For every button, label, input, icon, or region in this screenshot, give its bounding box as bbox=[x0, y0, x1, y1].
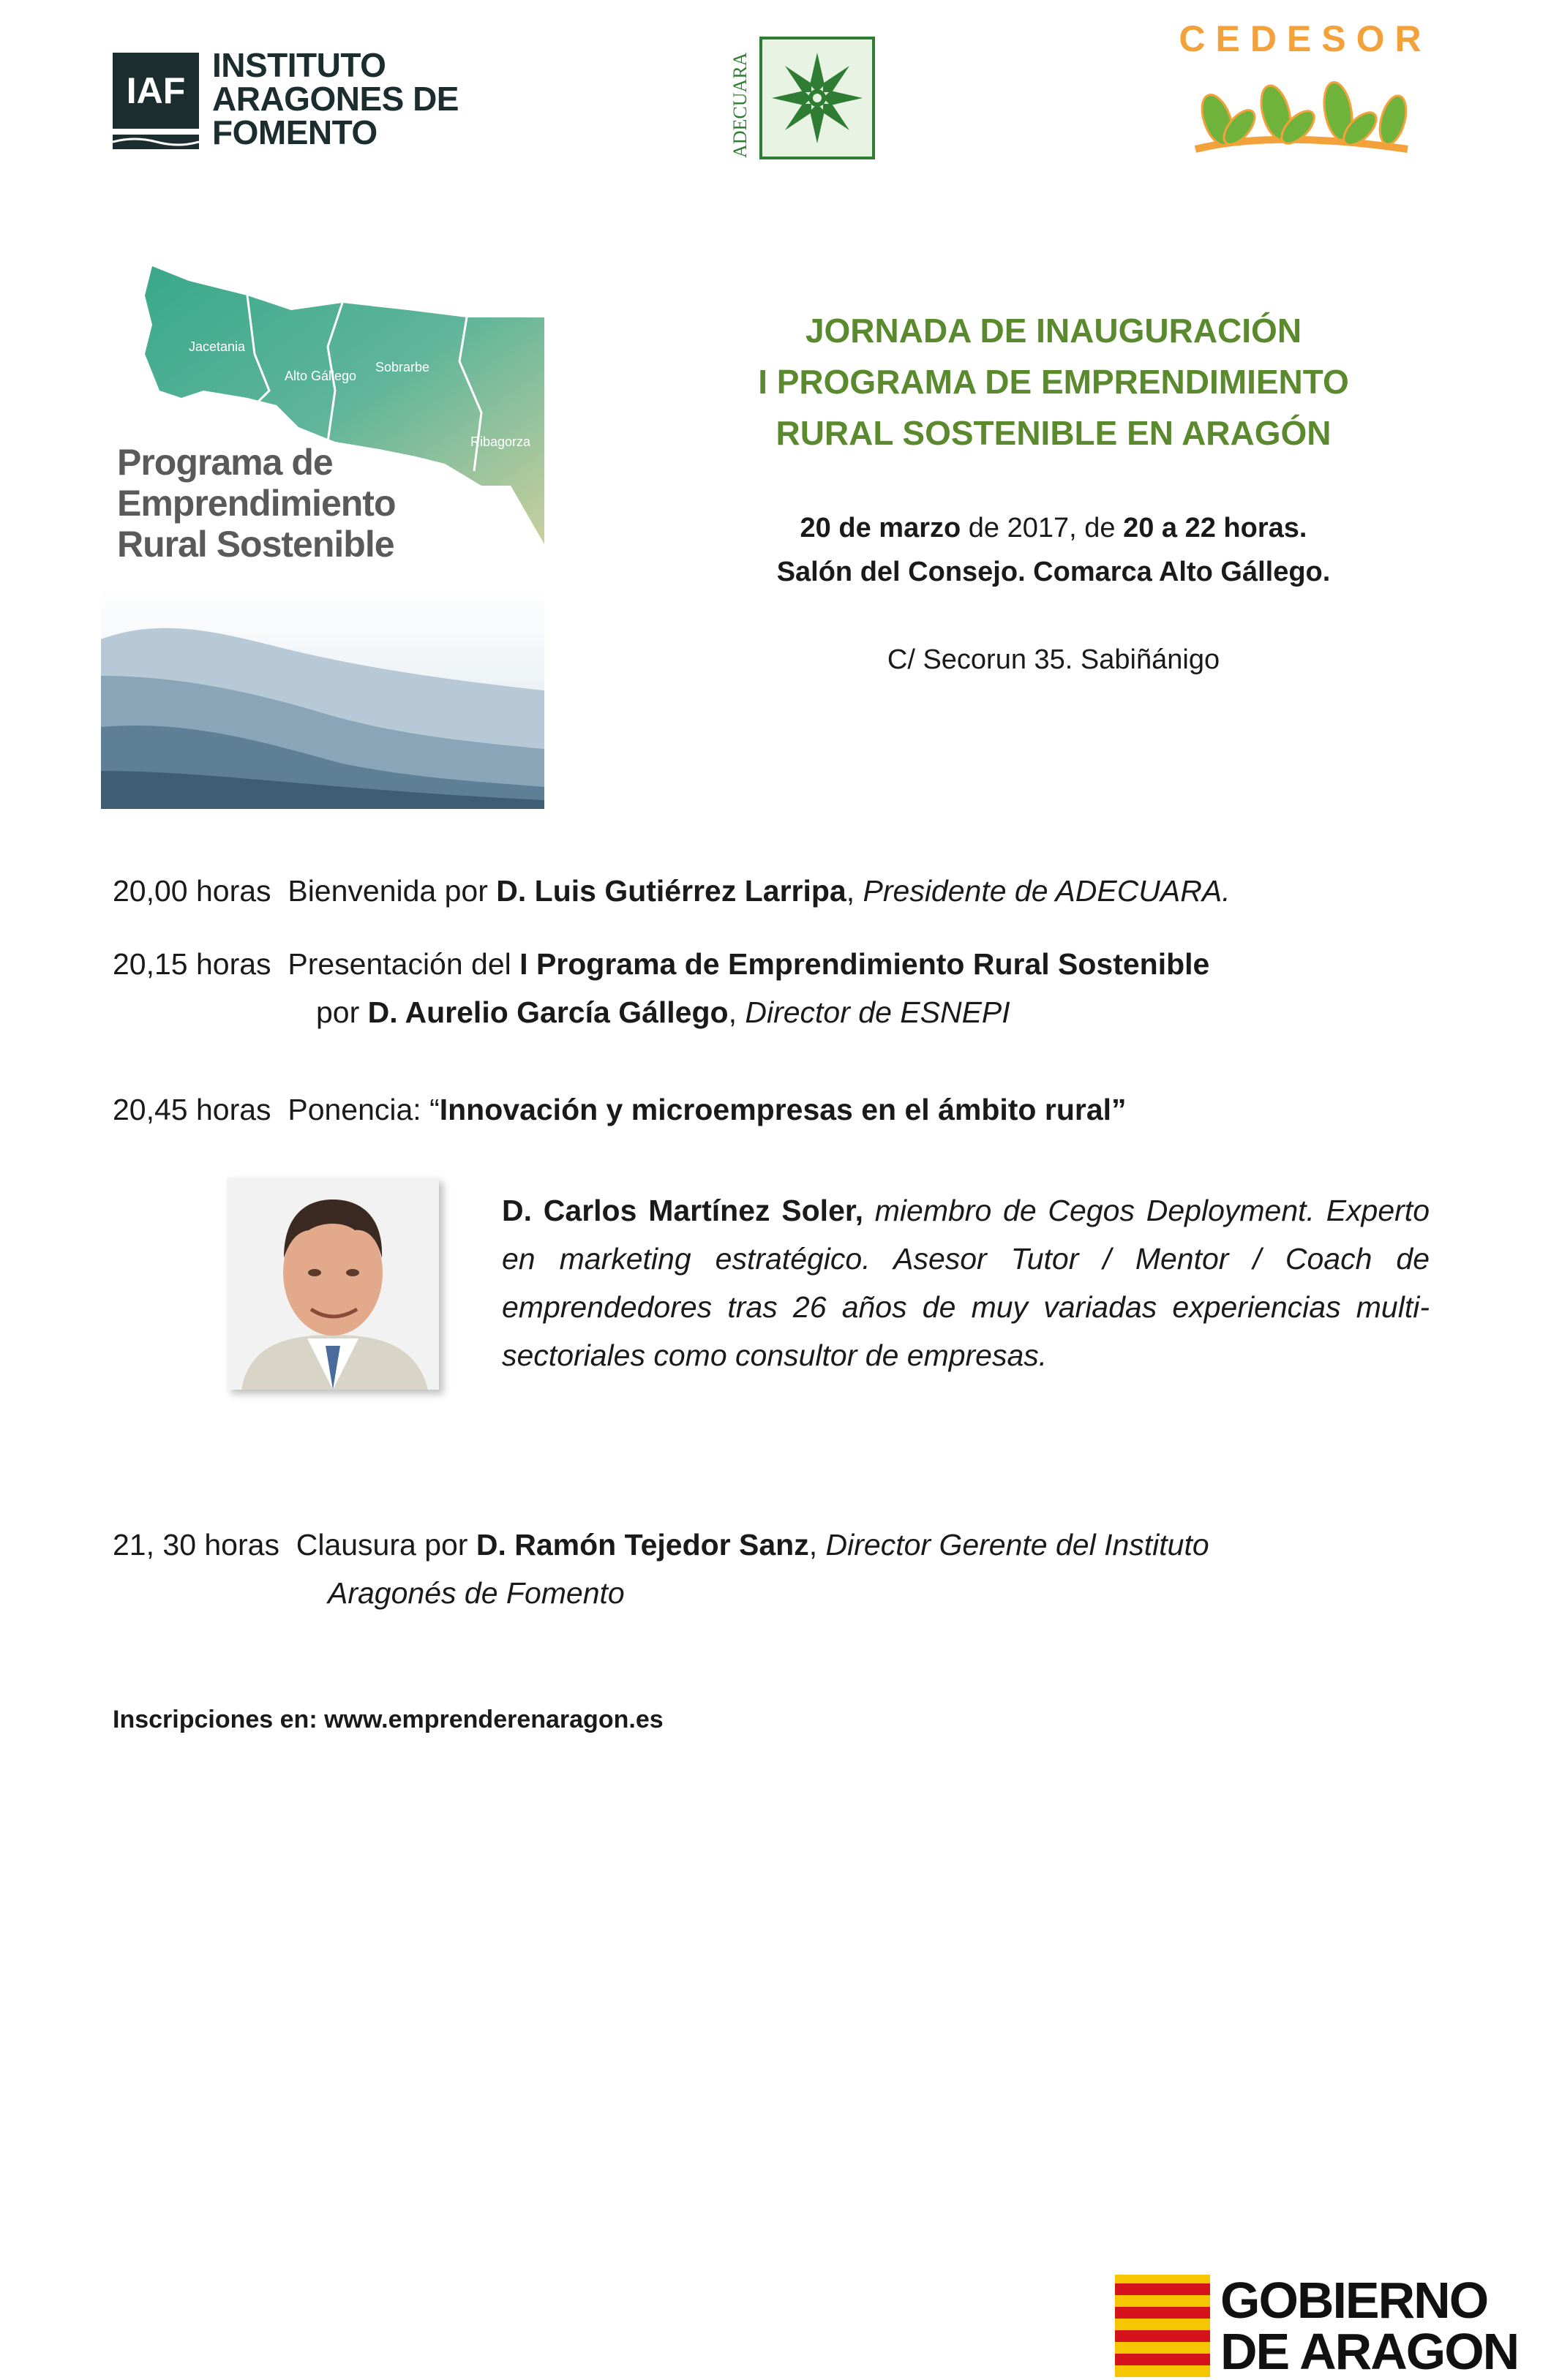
adecuara-wordmark bbox=[726, 32, 755, 164]
event-title-line-3: RURAL SOSTENIBLE EN ARAGÓN bbox=[776, 414, 1332, 452]
iaf-line-1: INSTITUTO bbox=[212, 46, 386, 84]
region-alto-gallego: Alto Gállego bbox=[284, 369, 357, 383]
agenda-text: Clausura por bbox=[279, 1528, 476, 1562]
agenda-item-4-continued bbox=[328, 1575, 625, 1611]
adecuara-emblem bbox=[759, 37, 875, 159]
program-cover-image bbox=[101, 266, 544, 809]
cedesor-wordmark: CEDESOR bbox=[1179, 18, 1432, 59]
agenda-person: D. Ramón Tejedor Sanz bbox=[476, 1528, 809, 1562]
region-ribagorza: Ribagorza bbox=[470, 434, 531, 449]
agenda-role: Director de ESNEPI bbox=[745, 995, 1010, 1029]
agenda-text: Bienvenida por bbox=[271, 874, 497, 908]
aragon-flag-icon bbox=[1115, 2275, 1210, 2377]
agenda-text: Presentación del bbox=[271, 947, 520, 981]
iaf-wave-icon bbox=[113, 135, 199, 149]
agenda-program: I Programa de Emprendimiento Rural Sostenible bbox=[519, 947, 1210, 981]
agenda-time: 20,15 horas bbox=[113, 947, 271, 981]
star-flower-icon bbox=[762, 39, 872, 157]
agenda-item-2 bbox=[113, 946, 1209, 982]
cedesor-logo bbox=[1173, 18, 1437, 171]
leaves-icon bbox=[1188, 69, 1422, 171]
agenda-sep: , bbox=[728, 995, 746, 1029]
region-jacetania: Jacetania bbox=[189, 339, 246, 354]
event-address: C/ Secorun 35. Sabiñánigo bbox=[887, 644, 1220, 675]
speaker-photo bbox=[227, 1178, 439, 1390]
adecuara-logo bbox=[729, 32, 878, 164]
speaker-portrait bbox=[227, 1178, 439, 1390]
agenda-person: D. Luis Gutiérrez Larripa bbox=[496, 874, 846, 908]
agenda-item-4 bbox=[113, 1526, 1209, 1563]
event-time: 20 a 22 horas. bbox=[1123, 513, 1307, 543]
cover-title-line-1: Programa de bbox=[117, 442, 333, 483]
iaf-line-2: ARAGONES DE bbox=[212, 80, 459, 118]
agenda-item-1 bbox=[113, 873, 1231, 909]
agenda-item-3 bbox=[113, 1091, 1127, 1128]
adecuara-name: ADECUARA bbox=[729, 52, 751, 158]
agenda-role: Director Gerente del Instituto bbox=[825, 1528, 1209, 1562]
agenda-text: por bbox=[316, 995, 368, 1029]
agenda-person: D. Aurelio García Gállego bbox=[367, 995, 729, 1029]
agenda-item-2-continued bbox=[316, 994, 1010, 1031]
agenda-talk-title: Innovación y microempresas en el ámbito rural” bbox=[439, 1093, 1127, 1126]
agenda-sep: , bbox=[846, 874, 863, 908]
event-date-day: 20 de marzo bbox=[800, 513, 961, 543]
agenda-sep: , bbox=[808, 1528, 826, 1562]
event-title-line-1: JORNADA DE INAUGURACIÓN bbox=[805, 312, 1302, 350]
gobierno-line-1: GOBIERNO bbox=[1220, 2272, 1488, 2329]
gobierno-aragon-logo bbox=[1115, 2270, 1551, 2380]
agenda-text: Ponencia: “ bbox=[271, 1093, 440, 1126]
speaker-bio bbox=[502, 1186, 1430, 1379]
iaf-line-3: FOMENTO bbox=[212, 113, 378, 151]
iaf-abbr-box: IAF bbox=[113, 53, 199, 129]
gobierno-line-2: DE ARAGON bbox=[1220, 2323, 1519, 2380]
cover-title-line-3: Rural Sostenible bbox=[117, 524, 394, 565]
cover-title bbox=[117, 442, 395, 565]
agenda-role: Aragonés de Fomento bbox=[328, 1576, 625, 1610]
agenda-role: Presidente de ADECUARA. bbox=[863, 874, 1231, 908]
speaker-name: D. Carlos Martínez Soler, bbox=[502, 1194, 863, 1227]
event-date bbox=[658, 511, 1449, 546]
agenda-time: 20,45 horas bbox=[113, 1093, 271, 1126]
agenda-time: 20,00 horas bbox=[113, 874, 271, 908]
region-sobrarbe: Sobrarbe bbox=[375, 360, 430, 374]
agenda-time: 21, 30 horas bbox=[113, 1528, 279, 1562]
event-venue: Salón del Consejo. Comarca Alto Gállego. bbox=[776, 557, 1331, 587]
registration-info: Inscripciones en: www.emprenderenaragon.es bbox=[113, 1706, 664, 1733]
speaker-description: miembro de Cegos Deployment. Experto en marketing estratégico. Asesor Tutor / Mentor / Coach de emprendedores tras 26 años de muy variadas experiencias multi-sectoriales como consultor de empresas. bbox=[502, 1194, 1430, 1372]
event-date-rest: de 2017, de bbox=[961, 513, 1124, 543]
cover-title-line-2: Emprendimiento bbox=[117, 483, 396, 524]
iaf-logo bbox=[113, 47, 464, 149]
event-title-line-2: I PROGRAMA DE EMPRENDIMIENTO bbox=[758, 363, 1349, 401]
